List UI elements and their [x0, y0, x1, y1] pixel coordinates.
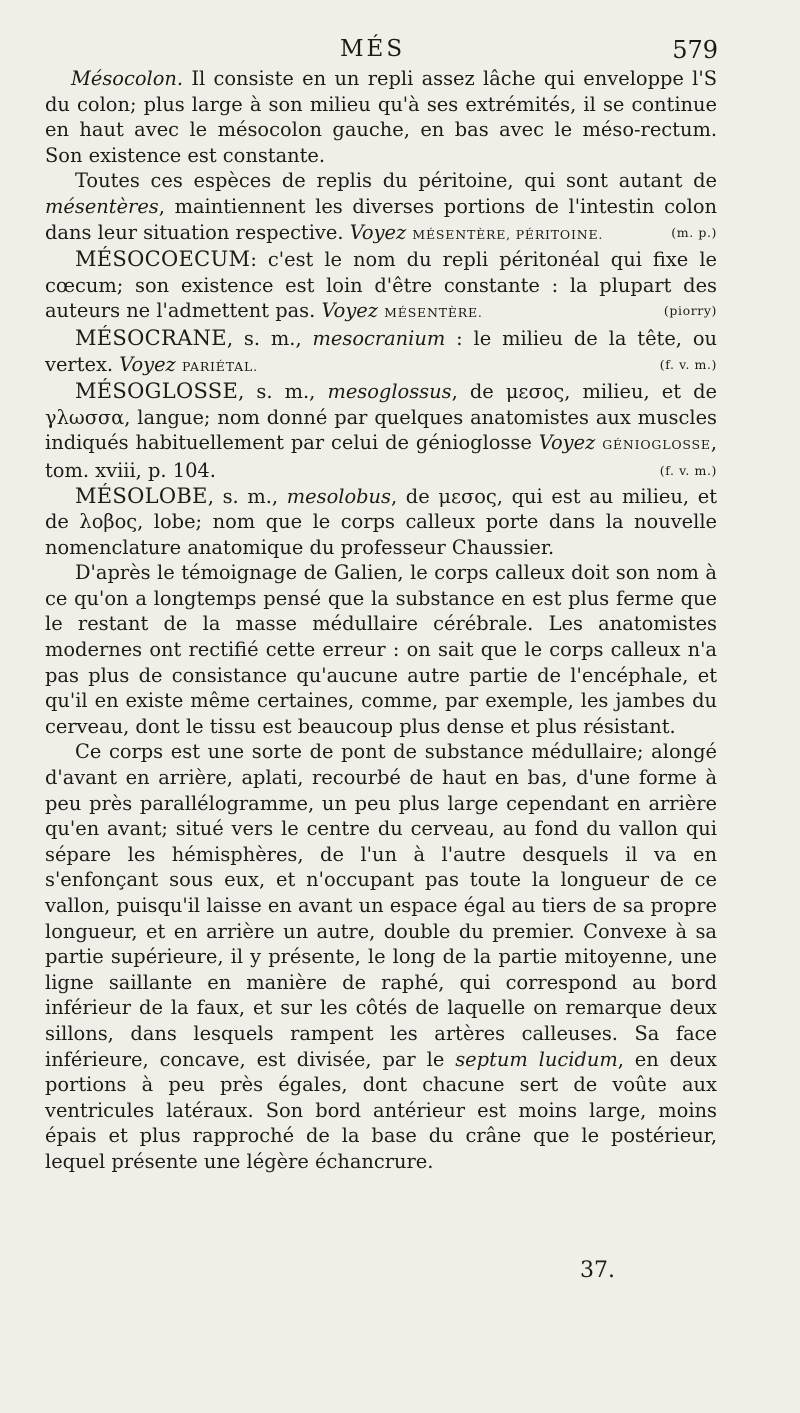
running-head: MÉS	[340, 36, 406, 62]
italic-term: mesocranium	[312, 326, 446, 350]
entry-text: Il consiste en un repli assez lâche qui enveloppe l'S du colon; plus large à son milieu qu'à ses extrémités, il se continue en haut avec le mésocolon gauche, en bas avec le méso-rectum. Son existence est constante.	[45, 67, 717, 167]
cross-reference: MÉSENTÈRE, PÉRITOINE.	[412, 226, 604, 242]
entry-mesocolon	[45, 66, 717, 168]
voyez-label: Voyez	[321, 299, 378, 323]
author-signature: (f. v. m.)	[659, 356, 717, 372]
italic-term: mesoglossus	[327, 380, 452, 404]
entry-headword: MÉSOCOECUM	[75, 247, 251, 272]
entry-text: , maintiennent les diverses portions de l'intestin colon dans leur situation respective.	[45, 194, 717, 244]
cross-reference: PARIÉTAL.	[181, 358, 258, 374]
page-number: 579	[672, 36, 718, 64]
voyez-label: Voyez	[119, 352, 176, 376]
italic-term: septum lucidum	[455, 1047, 618, 1071]
italic-term: mesolobus	[286, 484, 391, 508]
page-body	[45, 66, 717, 1175]
entry-headword: MÉSOGLOSSE	[75, 379, 239, 404]
entry-mesocoecum	[45, 247, 717, 326]
entry-mesoglosse	[45, 379, 717, 483]
entry-text: , s. m.,	[207, 484, 287, 508]
voyez-label: Voyez	[538, 431, 596, 455]
entry-text: , s. m.,	[226, 326, 313, 350]
entry-mesolobe	[45, 484, 717, 561]
cross-reference: MÉSENTÈRE.	[384, 305, 483, 321]
entry-text: , s. m.,	[238, 380, 328, 404]
author-signature: (m. p.)	[671, 224, 717, 240]
entry-text: D'après le témoignage de Galien, le corps calleux doit son nom à ce qu'on a longtemps pensé que la substance en est plus ferme que le restant de la masse médullaire cérébrale. Les anatomistes modernes ont rectifié cette erreur : on sait que le corps calleux n'a pas plus de consistance qu'aucune autre partie de l'encéphale, et qu'il en existe même certaines, comme, par exemple, les jambes du cerveau, dont le tissu est beaucoup plus dense et plus résistant.	[45, 561, 717, 738]
entry-text: , en deux portions à peu près égales, dont chacune sert de voûte aux ventricules latéraux. Son bord antérieur est moins large, moins épais et plus rapproché de la base du crâne que le postérieur, lequel présente une légère échancrure.	[45, 1047, 717, 1173]
entry-text: Ce corps est une sorte de pont de substance médullaire; alongé d'avant en arrière, aplati, recourbé de haut en bas, d'une forme à peu près parallélogramme, un peu plus large cependant en arrière qu'en avant; situé vers le centre du cerveau, au fond du vallon qui sépare les hémisphères, de l'un à l'autre desquels il va en s'enfonçant sous eux, et n'occupant pas toute la longueur de ce vallon, puisqu'il laisse en avant un espace égal au tiers de sa propre longueur, et en arrière un autre, double du premier. Convexe à sa partie supérieure, il y présente, le long de la partie mitoyenne, une ligne saillante en manière de raphé, qui correspond au bord inférieur de la faux, et sur les côtés de laquelle on remarque deux sillons, dans lesquels rampent les artères calleuses. Sa face inférieure, concave, est divisée, par le	[45, 740, 717, 1071]
voyez-label: Voyez	[349, 220, 407, 244]
entry-text: , de μεσος, milieu, et de γλωσσα, langue; nom donné par quelques anatomistes aux muscles indiqués habituellement par celui de génioglosse	[45, 380, 718, 455]
cross-reference: GÉNIOGLOSSE	[602, 437, 711, 453]
entry-headword: MÉSOCRANE	[75, 325, 227, 350]
entry-text: : le milieu de la tête, ou vertex.	[45, 326, 718, 376]
page-header	[0, 36, 800, 68]
entry-paragraph-mesenteres	[45, 168, 717, 247]
entry-text: , de μεσος, qui est au milieu, et de λοβος, lobe; nom que le corps calleux porte dans la nouvelle nomenclature anatomique du professeur Chaussier.	[45, 484, 717, 559]
entry-text: Toutes ces espèces de replis du péritoine, qui sont autant de	[75, 169, 717, 193]
author-signature: (f. v. m.)	[659, 462, 717, 478]
entry-mesocrane	[45, 326, 717, 379]
paragraph-galien	[45, 560, 717, 739]
author-signature: (piorry)	[663, 303, 717, 319]
entry-headword: MÉSOLOBE	[75, 483, 208, 508]
entry-text: , tom. xviii, p. 104.	[45, 431, 717, 482]
entry-headword: Mésocolon.	[71, 67, 184, 90]
italic-term: mésentères	[45, 194, 159, 218]
signature-mark: 37.	[580, 1258, 615, 1283]
entry-text: : c'est le nom du repli péritonéal qui fixe le cœcum; son existence est loin d'être constante : la plupart des auteurs ne l'admettent pas.	[45, 248, 717, 323]
paragraph-corps-calleux	[45, 739, 717, 1174]
